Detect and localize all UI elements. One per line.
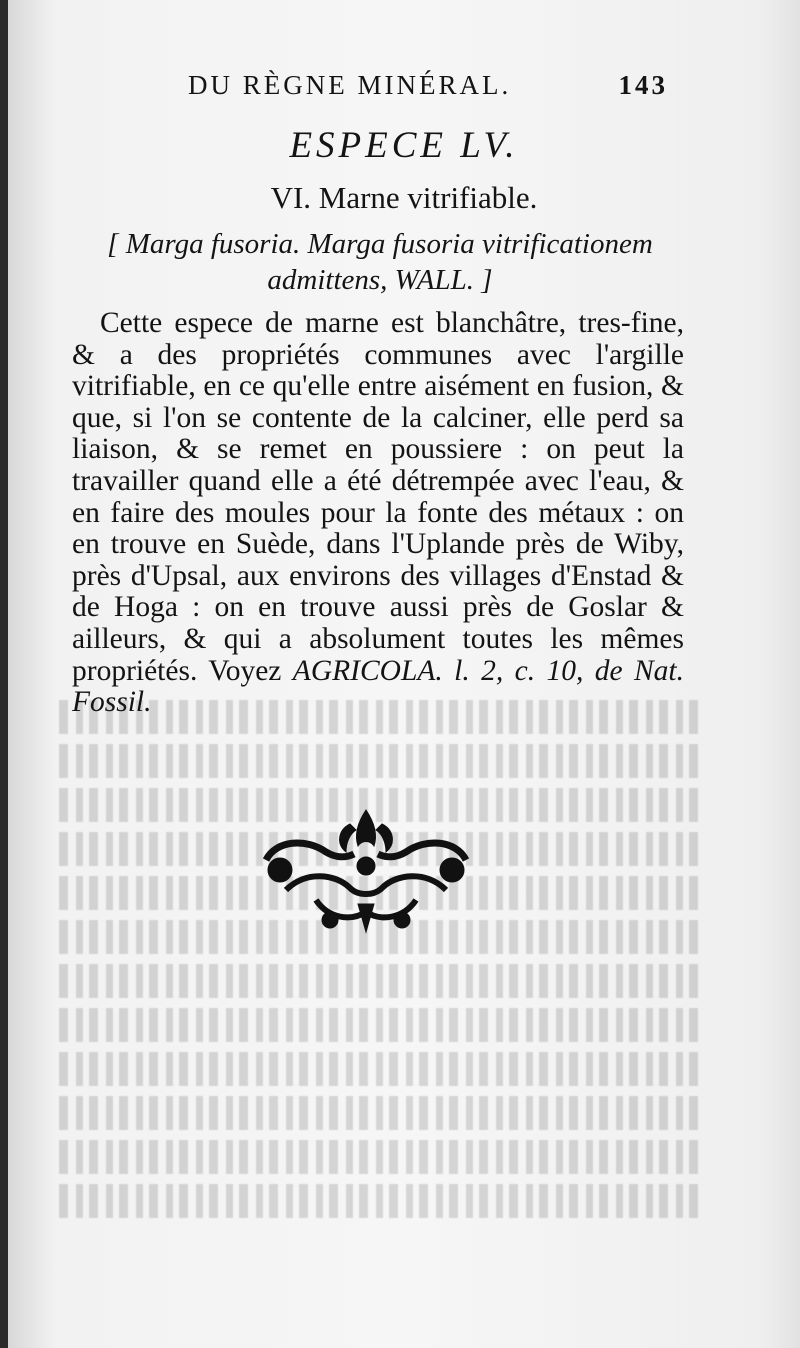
running-title: DU RÈGNE MINÉRAL. [188,70,512,100]
fleuron-ornament-icon [246,800,486,940]
body-paragraph [72,308,684,719]
bibliographic-reference: AGRICOLA. l. 2, c. 10, de Nat. Fossil. [72,654,684,719]
section-title: VI. Marne vitrifiable. [270,180,538,215]
body-text: Cette espece de marne est blanchâtre, tres-fine, & a des propriétés communes avec l'argille vitrifiable, en ce qu'elle entre aisément en fusion, & que, si l'on se contente de la calciner, elle perd sa liaison, & se remet en poussiere : on peut la travailler quand elle a été détrempée avec l'eau, & en faire des moules pour la fonte des métaux : on en trouve en Suède, dans l'Uplande près de Wiby, près d'Upsal, aux environs des villages d'Enstad & de Hoga : on en trouve aussi près de Goslar & ailleurs, & qui a absolument toutes les mêmes propriétés. Voyez [72,307,684,687]
bleed-through-text [58,700,698,1240]
species-heading: ESPECE LV. [289,125,519,166]
running-header [188,70,668,110]
page-number: 143 [618,70,668,100]
book-page [8,0,800,1348]
latin-synonym: [ Marga fusoria. Marga fusoria vitrificationem admittens, WALL. ] [107,228,653,296]
